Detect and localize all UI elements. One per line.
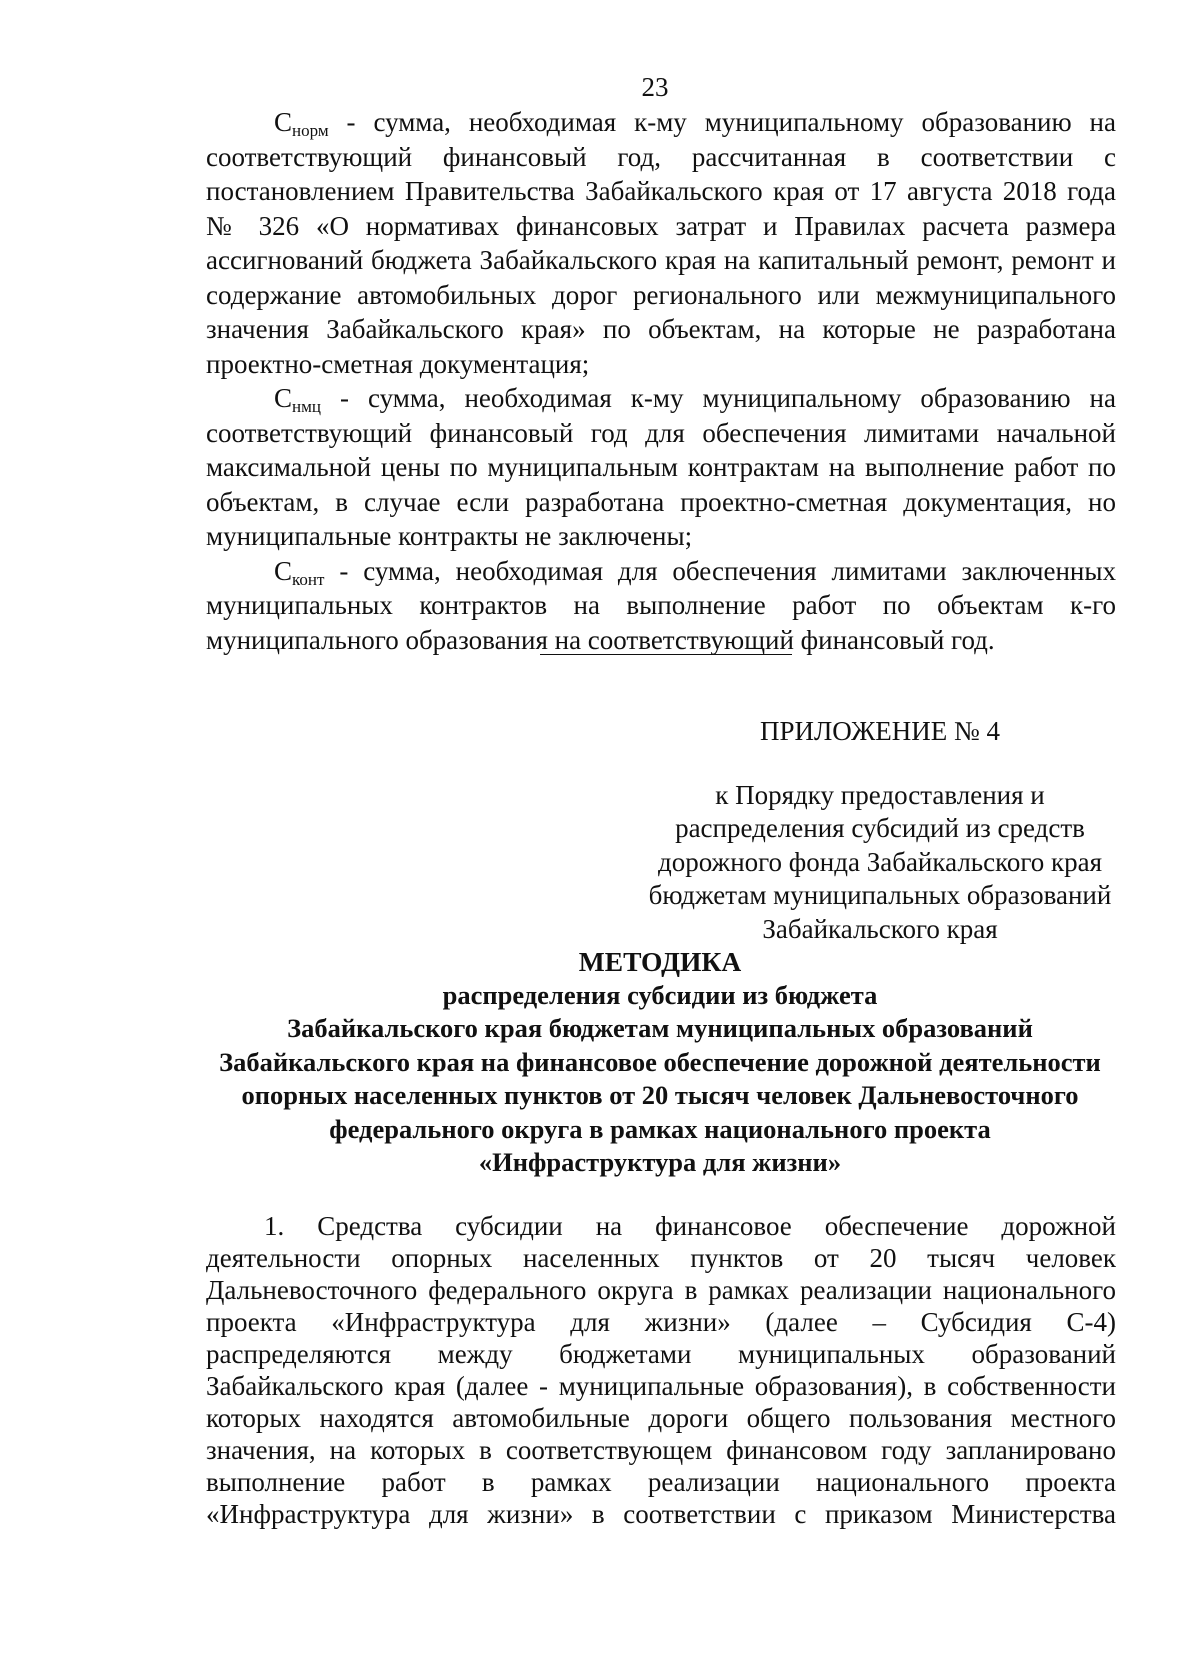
appendix-line: распределения субсидий из средств: [675, 813, 1085, 843]
paragraph-line: Забайкальского края (далее - муниципальные образования), в собственности: [206, 1371, 1116, 1401]
definition-subscript: конт: [292, 569, 325, 589]
document-title: [160, 945, 1160, 1180]
definition-symbol: С: [274, 107, 293, 137]
section-divider: [540, 654, 792, 655]
appendix-line: дорожного фонда Забайкальского края: [657, 846, 1103, 877]
definitions-block: [206, 105, 1116, 657]
title-line: федерального округа в рамках национального проекта: [329, 1113, 991, 1144]
appendix-line: к Порядку предоставления и: [715, 779, 1045, 810]
title-line: Забайкальского края бюджетам муниципальных образований: [287, 1013, 1033, 1043]
paragraph-line: Дальневосточного федерального округа в рамках реализации национального: [206, 1275, 1116, 1305]
page-number: 23: [641, 72, 669, 102]
definition-symbol: С: [274, 383, 293, 413]
definition-text: - сумма, необходимая к-му муниципальному образованию на соответствующий финансовый год для обеспечения лимитами начальной максимальной цены по муниципальным контрактам на выполнение работ по объектам, в случае если разработана проектно-сметная документация, но муниципальные контракты не заключены;: [206, 383, 1116, 551]
definition-kont: [206, 554, 1116, 658]
title-line: распределения субсидии из бюджета: [442, 979, 878, 1010]
paragraph-line: распределяются между бюджетами муниципальных образований: [206, 1339, 1116, 1369]
appendix-heading: ПРИЛОЖЕНИЕ № 4: [759, 716, 1001, 746]
paragraph-line: выполнение работ в рамках реализации национального проекта: [206, 1467, 1116, 1497]
definition-symbol: С: [274, 555, 293, 586]
paragraph-line: значения, на которых в соответствующем финансовом году запланировано: [206, 1435, 1116, 1465]
paragraph-line: «Инфраструктура для жизни» в соответствии с приказом Министерства: [206, 1499, 1116, 1529]
definition-text: - сумма, необходимая к-му муниципальному образованию на соответствующий финансовый год, рассчитанная в соответствии с постановлением Правительства Забайкальского края от 17 августа 2018 года № 326 «О нормативах финансовых затрат и Правилах расчета размера ассигнований бюджета Забайкальского края на капитальный ремонт, ремонт и содержание автомобильных дорог регионального или межмуниципального значения Забайкальского края» по объектам, на которые не разработана проектно-сметная документация;: [206, 107, 1116, 379]
paragraph-line: 1. Средства субсидии на финансовое обеспечение дорожной: [264, 1211, 1116, 1241]
definition-subscript: нмц: [292, 397, 321, 416]
paragraph-line: которых находятся автомобильные дороги общего пользования местного: [206, 1403, 1116, 1433]
title-main: МЕТОДИКА: [578, 946, 742, 977]
title-line: Забайкальского края на финансовое обеспечение дорожной деятельности: [219, 1046, 1101, 1077]
appendix-line: Забайкальского края: [762, 913, 998, 944]
definition-subscript: норм: [292, 121, 329, 140]
appendix-line: бюджетам муниципальных образований: [648, 880, 1112, 910]
definition-norm: [206, 105, 1116, 381]
paragraph-line: деятельности опорных населенных пунктов от 20 тысяч человек: [206, 1243, 1116, 1273]
title-line: опорных населенных пунктов от 20 тысяч человек Дальневосточного: [241, 1080, 1079, 1110]
definition-nmc: [206, 381, 1116, 554]
definition-text: - сумма, необходимая для обеспечения лимитами заключенных муниципальных контрактов на выполнение работ по объектам к-го муниципального образования на соответствующий финансовый год.: [206, 555, 1116, 655]
appendix-header: [620, 715, 1140, 946]
paragraph-line: проекта «Инфраструктура для жизни» (далее – Субсидия С-4): [206, 1307, 1116, 1337]
title-line: «Инфраструктура для жизни»: [478, 1147, 842, 1177]
paragraph-1: [206, 1210, 1116, 1530]
